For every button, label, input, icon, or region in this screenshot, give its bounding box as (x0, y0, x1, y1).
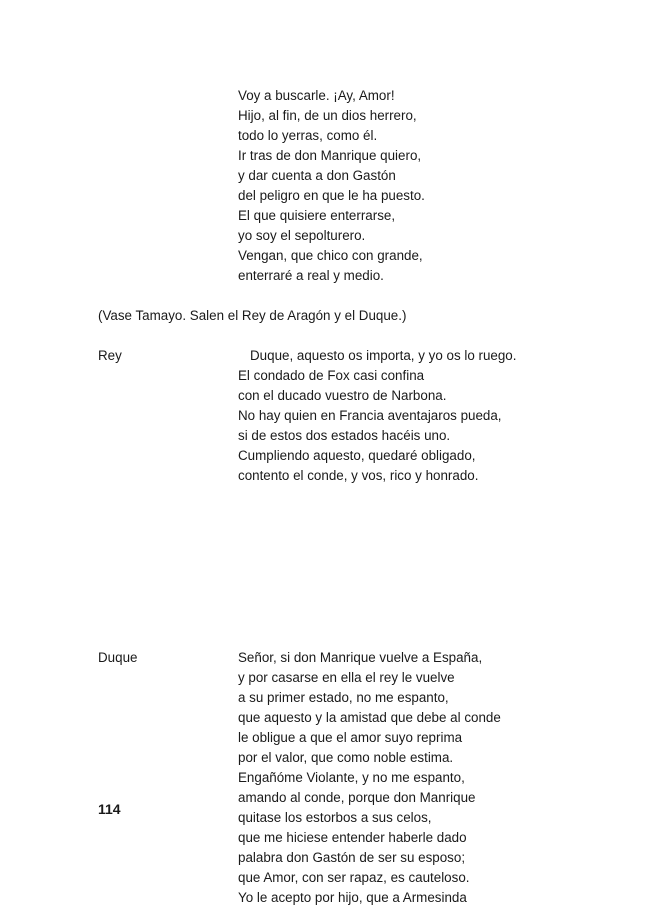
stage-direction-block (98, 306, 568, 326)
speech-rey (98, 346, 568, 486)
stanza-tamayo (98, 86, 568, 286)
verse-line: Engañóme Violante, y no me espanto, (238, 770, 465, 785)
verse-line: del peligro en que le ha puesto. (238, 188, 425, 203)
verse-line: Cumpliendo aquesto, quedaré obligado, (238, 448, 476, 463)
speaker-name-rey: Rey (98, 348, 122, 363)
verse-line: Señor, si don Manrique vuelve a España, (238, 650, 483, 665)
verse-line: todo lo yerras, como él. (238, 128, 378, 143)
verse-line: Voy a buscarle. ¡Ay, Amor! (238, 88, 395, 103)
verse-line: y dar cuenta a don Gastón (238, 168, 396, 183)
verse-line: palabra don Gastón de ser su esposo; (238, 850, 466, 865)
verse-line: que me hiciese entender haberle dado (238, 830, 467, 845)
speaker-name-duque: Duque (98, 650, 138, 665)
verse-line: El condado de Fox casi confina (238, 368, 425, 383)
speech-duque (98, 648, 568, 908)
verse-line: que Amor, con ser rapaz, es cauteloso. (238, 870, 470, 885)
verse-line: y por casarse en ella el rey le vuelve (238, 670, 455, 685)
verse-line: contento el conde, y vos, rico y honrado. (238, 468, 479, 483)
verse-line: Hijo, al fin, de un dios herrero, (238, 108, 417, 123)
verse-line: que aquesto y la amistad que debe al conde (238, 710, 501, 725)
verse-line: yo soy el sepolturero. (238, 228, 366, 243)
verse-line: a su primer estado, no me espanto, (238, 690, 449, 705)
verse-line: por el valor, que como noble estima. (238, 750, 454, 765)
page-number: 114 (98, 801, 121, 817)
verse-line: amando al conde, porque don Manrique (238, 790, 476, 805)
stage-direction: (Vase Tamayo. Salen el Rey de Aragón y el Duque.) (98, 308, 407, 323)
verse-line: quitase los estorbos a sus celos, (238, 810, 432, 825)
verse-line: con el ducado vuestro de Narbona. (238, 388, 447, 403)
verse-line: El que quisiere enterrarse, (238, 208, 396, 223)
verse-line: Ir tras de don Manrique quiero, (238, 148, 422, 163)
verse-line: le obligue a que el amor suyo reprima (238, 730, 463, 745)
verse-line: Yo le acepto por hijo, que a Armesinda (238, 890, 467, 905)
verse-line: No hay quien en Francia aventajaros pueda, (238, 408, 502, 423)
verse-line: si de estos dos estados hacéis uno. (238, 428, 451, 443)
verse-line: enterraré a real y medio. (238, 268, 384, 283)
verse-line: Duque, aquesto os importa, y yo os lo ruego. (250, 348, 517, 363)
verse-line: Vengan, que chico con grande, (238, 248, 423, 263)
